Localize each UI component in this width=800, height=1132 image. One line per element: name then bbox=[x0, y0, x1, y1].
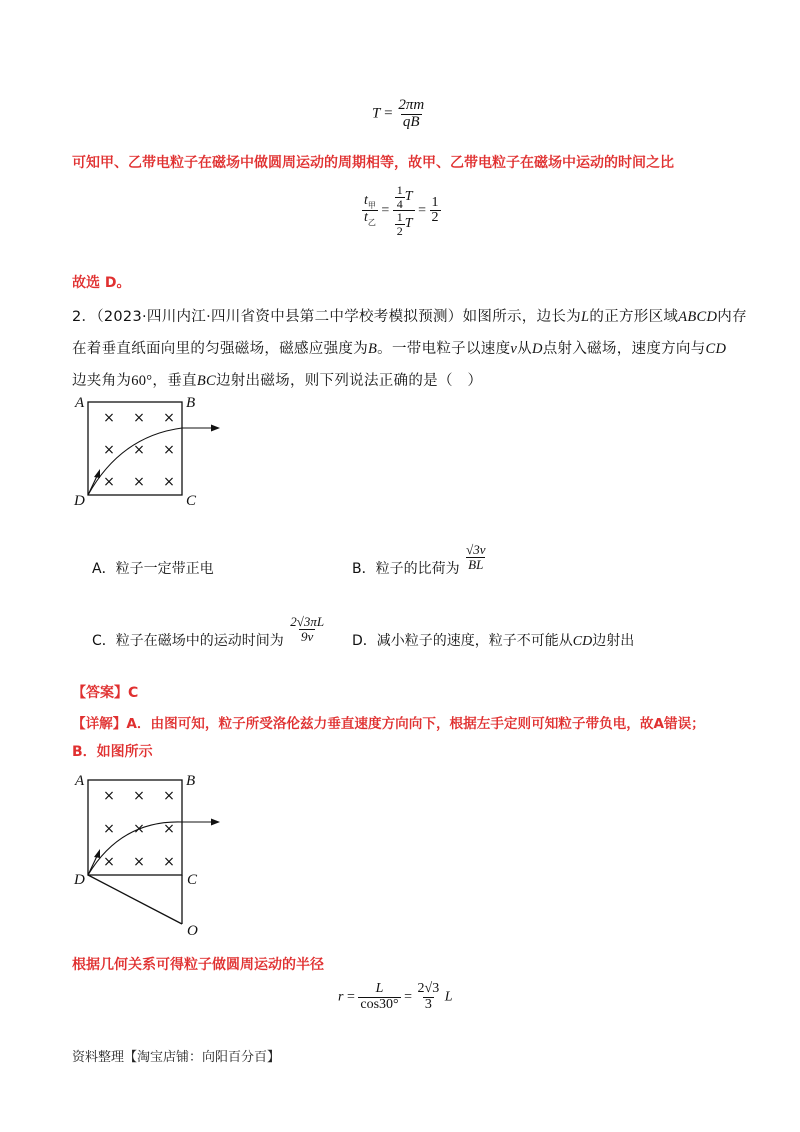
formula-r-fraction-2 bbox=[416, 982, 442, 1012]
field-cross-icon: × bbox=[133, 821, 145, 837]
formula-r-fraction-1 bbox=[358, 982, 400, 1012]
option-C[interactable] bbox=[92, 608, 326, 650]
option-C-label: C． bbox=[92, 633, 116, 649]
ratio-den-T: T bbox=[404, 215, 413, 231]
field-cross-icon: × bbox=[103, 821, 115, 837]
option-D-label: D． bbox=[352, 633, 377, 649]
ratio-eq1: = bbox=[381, 202, 390, 218]
ratio-num-coef-den: 4 bbox=[396, 196, 403, 211]
option-D[interactable] bbox=[352, 630, 634, 650]
q-B: B bbox=[368, 341, 378, 357]
ratio-num-coef-num: 1 bbox=[396, 183, 403, 197]
option-D-CD: CD bbox=[572, 634, 593, 649]
formula-period bbox=[372, 98, 426, 131]
velocity-arrow-icon bbox=[94, 849, 100, 858]
option-C-fraction bbox=[288, 615, 326, 643]
q-BC: BC bbox=[196, 373, 216, 389]
ratio-t2: t bbox=[364, 210, 368, 226]
ratio-res-den: 2 bbox=[431, 210, 439, 226]
formula-T-den: qB bbox=[402, 113, 420, 130]
answer-prev: 故选 D。 bbox=[72, 275, 131, 291]
option-B-text: 粒子的比荷为 bbox=[375, 561, 460, 577]
formula-r-eq1: = bbox=[346, 989, 355, 1005]
formula-r-den2: 3 bbox=[424, 996, 432, 1012]
field-cross-icon: × bbox=[103, 442, 115, 458]
ratio-t2-sub: 乙 bbox=[367, 217, 376, 227]
q-CD: CD bbox=[705, 341, 727, 357]
field-cross-icon: × bbox=[163, 474, 175, 490]
formula-r-lhs: r bbox=[338, 989, 344, 1005]
q-line2-a: 在着垂直纸面向里的匀强磁场，磁感应强度为 bbox=[72, 341, 368, 357]
formula-T-num: 2πm bbox=[398, 97, 425, 113]
formula-r-tail: L bbox=[444, 989, 453, 1005]
exit-arrow-icon bbox=[211, 425, 220, 432]
field-cross-icon: × bbox=[133, 474, 145, 490]
question-line-3 bbox=[72, 369, 482, 390]
field-cross-icon: × bbox=[103, 854, 115, 870]
question-source: （2023·四川内江·四川省资中县第二中学校考模拟预测） bbox=[96, 309, 463, 325]
option-C-num: 2√3πL bbox=[290, 613, 325, 629]
formula-T-fraction bbox=[396, 98, 426, 131]
field-cross-icon: × bbox=[163, 854, 175, 870]
ratio-t1-sub: 甲 bbox=[367, 200, 376, 210]
q-line2-c: 从 bbox=[517, 341, 532, 357]
ratio-t1: t bbox=[364, 193, 368, 208]
ratio-lhs-fraction bbox=[362, 194, 378, 227]
vertex-label-A: A bbox=[75, 395, 85, 411]
q-line3-b: ，垂直 bbox=[152, 373, 197, 389]
q-line3-a: 边夹角为 bbox=[72, 373, 132, 389]
option-C-text: 粒子在磁场中的运动时间为 bbox=[115, 633, 284, 649]
ratio-den-coef-den: 2 bbox=[396, 223, 403, 238]
formula-r-num1: L bbox=[375, 981, 384, 996]
q-line1-c: 内存 bbox=[717, 309, 747, 325]
formula-T-lhs: T bbox=[372, 105, 381, 122]
field-cross-icon: × bbox=[163, 442, 175, 458]
vertex-label-C: C bbox=[187, 872, 198, 888]
option-B-den: BL bbox=[468, 556, 484, 572]
detail-line-2: B．如图所示 bbox=[72, 744, 153, 760]
ratio-eq2: = bbox=[418, 202, 426, 218]
field-cross-icon: × bbox=[133, 410, 145, 426]
vertex-label-B: B bbox=[186, 773, 196, 789]
answer-label: 【答案】C bbox=[72, 685, 139, 701]
radius-slant-line bbox=[88, 875, 182, 924]
option-B-num: √3v bbox=[466, 541, 486, 557]
vertex-label-D: D bbox=[74, 493, 85, 509]
detail-line-1: 【详解】A．由图可知，粒子所受洛伦兹力垂直速度方向向下，根据左手定则可知粒子带负电，故A错误； bbox=[72, 716, 705, 732]
field-cross-icon: × bbox=[133, 442, 145, 458]
field-cross-icon: × bbox=[103, 474, 115, 490]
field-cross-icon: × bbox=[103, 410, 115, 426]
formula-T-eq: = bbox=[384, 105, 393, 122]
vertex-label-D: D bbox=[74, 872, 85, 888]
field-cross-icon: × bbox=[163, 821, 175, 837]
formula-r-eq2: = bbox=[404, 989, 413, 1005]
field-cross-icon: × bbox=[163, 788, 175, 804]
field-cross-icon: × bbox=[133, 854, 145, 870]
ratio-num-T: T bbox=[404, 188, 413, 204]
figure-square-field bbox=[66, 388, 236, 513]
option-D-text-b: 边射出 bbox=[592, 633, 635, 649]
question-number: 2． bbox=[72, 309, 97, 325]
formula-radius bbox=[338, 982, 453, 1012]
formula-r-den1: cos30° bbox=[360, 996, 399, 1012]
ratio-result-fraction bbox=[430, 196, 441, 226]
q-angle: 60° bbox=[131, 373, 153, 389]
option-A[interactable] bbox=[92, 558, 214, 578]
option-B[interactable] bbox=[352, 536, 487, 578]
figure-square-field-with-center bbox=[66, 768, 236, 938]
q-D: D bbox=[531, 341, 543, 357]
formula-time-ratio bbox=[362, 184, 441, 237]
q-line2-d: 点射入磁场，速度方向与 bbox=[542, 341, 706, 357]
option-C-den: 9v bbox=[301, 628, 314, 644]
q-line1-a: 如图所示，边长为 bbox=[462, 309, 582, 325]
option-B-fraction bbox=[464, 543, 487, 571]
ratio-mid-fraction bbox=[393, 184, 415, 237]
q-L: L bbox=[581, 309, 590, 325]
vertex-label-C: C bbox=[186, 493, 197, 509]
text-period-conclusion: 可知甲、乙带电粒子在磁场中做圆周运动的周期相等，故甲、乙带电粒子在磁场中运动的时间之比 bbox=[72, 155, 674, 171]
field-cross-icon: × bbox=[163, 410, 175, 426]
option-B-label: B． bbox=[352, 561, 376, 577]
field-cross-icon: × bbox=[103, 788, 115, 804]
vertex-label-O: O bbox=[187, 923, 198, 938]
ratio-den-coef-num: 1 bbox=[396, 210, 403, 225]
exit-arrow-icon bbox=[211, 819, 220, 826]
formula-r-num2: 2√3 bbox=[417, 981, 440, 996]
q-ABCD: ABCD bbox=[678, 309, 718, 325]
velocity-arrow-icon bbox=[94, 469, 100, 478]
option-A-label: A． bbox=[92, 561, 116, 577]
footer-source: 资料整理【淘宝店铺：向阳百分百】 bbox=[72, 1050, 281, 1065]
q-line2-b: 。一带电粒子以速度 bbox=[377, 341, 511, 357]
ratio-res-num: 1 bbox=[431, 194, 439, 210]
field-cross-icon: × bbox=[133, 788, 145, 804]
question-line-2 bbox=[72, 337, 726, 358]
question-line-1 bbox=[72, 305, 747, 326]
option-A-text: 粒子一定带正电 bbox=[115, 561, 214, 577]
text-radius: 根据几何关系可得粒子做圆周运动的半径 bbox=[72, 957, 324, 973]
q-line3-c: 边射出磁场，则下列说法正确的是（ ） bbox=[215, 373, 483, 389]
vertex-label-B: B bbox=[186, 395, 196, 411]
option-D-text-a: 减小粒子的速度，粒子不可能从 bbox=[376, 633, 573, 649]
q-v: v bbox=[510, 341, 518, 357]
vertex-label-A: A bbox=[75, 773, 85, 789]
q-line1-b: 的正方形区域 bbox=[589, 309, 679, 325]
